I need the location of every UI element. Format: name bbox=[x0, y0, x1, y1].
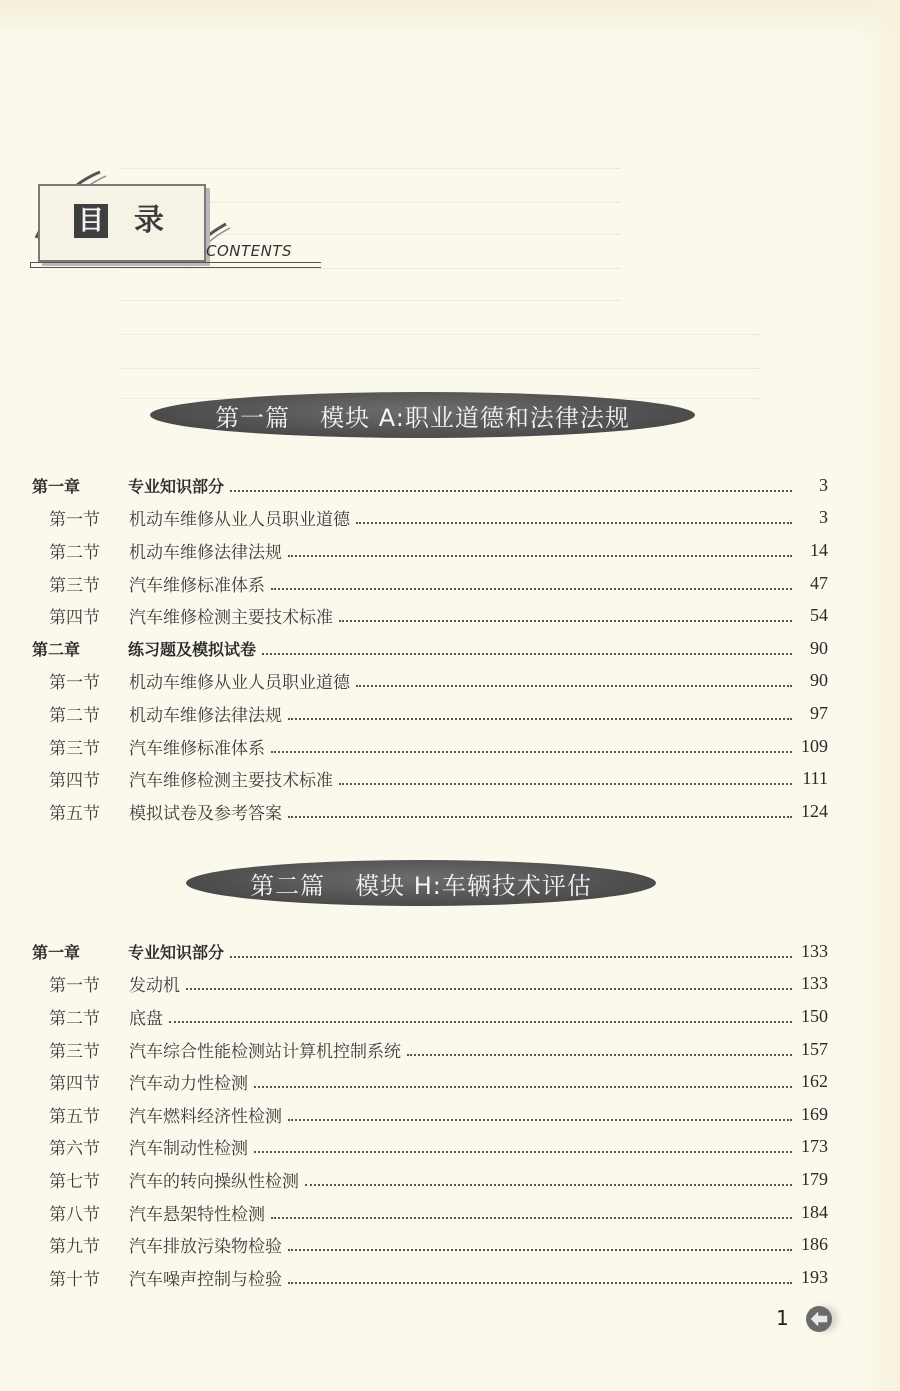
entry-number: 第五节 bbox=[49, 803, 100, 824]
entry-title: 汽车的转向操纵性检测 bbox=[129, 1171, 299, 1192]
dot-leader bbox=[407, 1053, 792, 1056]
part-2-label: 第二篇 bbox=[250, 871, 326, 900]
toc-section-row[interactable] bbox=[32, 665, 828, 698]
entry-number: 第四节 bbox=[49, 1074, 100, 1095]
entry-number: 第一节 bbox=[49, 510, 100, 531]
entry-title: 汽车维修标准体系 bbox=[129, 738, 265, 759]
part-2-banner bbox=[186, 860, 656, 906]
title-char-lu: 录 bbox=[134, 203, 164, 238]
dot-leader bbox=[288, 815, 792, 818]
entry-page: 3 bbox=[819, 507, 828, 528]
entry-title: 模拟试卷及参考答案 bbox=[129, 803, 282, 824]
toc-section-row[interactable] bbox=[32, 1196, 828, 1229]
entry-page: 54 bbox=[810, 605, 828, 626]
toc-section-row[interactable] bbox=[32, 534, 828, 567]
entry-page: 173 bbox=[801, 1136, 828, 1157]
entry-title: 汽车悬架特性检测 bbox=[129, 1204, 265, 1225]
entry-page: 179 bbox=[801, 1168, 828, 1189]
toc-section-row[interactable] bbox=[32, 1228, 828, 1261]
entry-title: 汽车维修标准体系 bbox=[129, 575, 265, 596]
entry-number: 第一节 bbox=[49, 673, 100, 694]
entry-number: 第六节 bbox=[49, 1139, 100, 1160]
entry-title: 汽车综合性能检测站计算机控制系统 bbox=[129, 1041, 401, 1062]
entry-number: 第一章 bbox=[32, 942, 81, 962]
dot-leader bbox=[288, 1248, 792, 1251]
part-1-toc bbox=[32, 469, 828, 828]
entry-title: 汽车噪声控制与检验 bbox=[129, 1269, 282, 1290]
contents-emblem bbox=[30, 178, 330, 278]
toc-section-row[interactable] bbox=[32, 968, 828, 1001]
entry-page: 162 bbox=[801, 1071, 828, 1092]
entry-number: 第三节 bbox=[49, 1041, 100, 1062]
toc-section-row[interactable] bbox=[32, 502, 828, 535]
dot-leader bbox=[254, 1150, 792, 1153]
entry-number: 第二节 bbox=[49, 705, 100, 726]
entry-number: 第二章 bbox=[32, 639, 81, 659]
dot-leader bbox=[288, 1281, 792, 1284]
toc-section-row[interactable] bbox=[32, 730, 828, 763]
entry-page: 111 bbox=[802, 768, 828, 789]
entry-title: 汽车维修检测主要技术标准 bbox=[129, 771, 333, 792]
entry-page: 150 bbox=[801, 1005, 828, 1026]
dot-leader bbox=[169, 1020, 792, 1023]
toc-chapter-row[interactable] bbox=[32, 469, 828, 502]
entry-page: 169 bbox=[801, 1103, 828, 1124]
entry-title: 机动车维修法律法规 bbox=[129, 542, 282, 563]
page-number: 1 bbox=[776, 1306, 789, 1330]
dot-leader bbox=[262, 652, 792, 655]
entry-page: 47 bbox=[810, 572, 828, 593]
entry-number: 第五节 bbox=[49, 1106, 100, 1127]
toc-section-row[interactable] bbox=[32, 1033, 828, 1066]
dot-leader bbox=[230, 955, 792, 958]
dot-leader bbox=[288, 1118, 792, 1121]
entry-title: 汽车制动性检测 bbox=[129, 1139, 248, 1160]
entry-page: 124 bbox=[801, 800, 828, 821]
toc-chapter-row[interactable] bbox=[32, 935, 828, 968]
entry-number: 第十节 bbox=[49, 1269, 100, 1290]
entry-number: 第四节 bbox=[49, 608, 100, 629]
entry-title: 机动车维修从业人员职业道德 bbox=[129, 510, 350, 531]
page-edge-shadow bbox=[0, 0, 900, 40]
dot-leader bbox=[356, 521, 792, 524]
entry-page: 193 bbox=[801, 1266, 828, 1287]
entry-number: 第八节 bbox=[49, 1204, 100, 1225]
dot-leader bbox=[288, 717, 792, 720]
dot-leader bbox=[356, 684, 792, 687]
dot-leader bbox=[339, 619, 792, 622]
part-1-banner bbox=[150, 392, 695, 438]
entry-number: 第四节 bbox=[49, 771, 100, 792]
entry-title: 汽车动力性检测 bbox=[129, 1074, 248, 1095]
toc-section-row[interactable] bbox=[32, 599, 828, 632]
entry-page: 157 bbox=[801, 1038, 828, 1059]
entry-page: 186 bbox=[801, 1234, 828, 1255]
toc-section-row[interactable] bbox=[32, 697, 828, 730]
entry-title: 发动机 bbox=[129, 976, 180, 997]
entry-number: 第二节 bbox=[49, 542, 100, 563]
toc-section-row[interactable] bbox=[32, 795, 828, 828]
entry-title: 练习题及模拟试卷 bbox=[128, 639, 257, 659]
toc-section-row[interactable] bbox=[32, 1098, 828, 1131]
part-1-label: 第一篇 bbox=[215, 403, 291, 432]
part-2-toc bbox=[32, 935, 828, 1294]
entry-title: 机动车维修法律法规 bbox=[129, 705, 282, 726]
part-2-title: 模块 H:车辆技术评估 bbox=[355, 871, 592, 900]
toc-section-row[interactable] bbox=[32, 567, 828, 600]
toc-section-row[interactable] bbox=[32, 1163, 828, 1196]
dot-leader bbox=[271, 750, 792, 753]
dot-leader bbox=[339, 782, 792, 785]
entry-page: 109 bbox=[801, 735, 828, 756]
entry-number: 第三节 bbox=[49, 738, 100, 759]
toc-section-row[interactable] bbox=[32, 1131, 828, 1164]
dot-leader bbox=[254, 1085, 792, 1088]
page-edge-shadow-right bbox=[860, 0, 900, 1391]
entry-number: 第二节 bbox=[49, 1008, 100, 1029]
title-box bbox=[38, 184, 206, 262]
entry-page: 90 bbox=[810, 670, 828, 691]
arrow-left-icon bbox=[806, 1306, 832, 1332]
dot-leader bbox=[186, 987, 792, 990]
entry-title: 机动车维修从业人员职业道德 bbox=[129, 673, 350, 694]
entry-page: 97 bbox=[810, 702, 828, 723]
dot-leader bbox=[288, 554, 792, 557]
entry-page: 184 bbox=[801, 1201, 828, 1222]
entry-page: 3 bbox=[819, 474, 828, 495]
part-1-title: 模块 A:职业道德和法律法规 bbox=[320, 403, 630, 432]
toc-section-row[interactable] bbox=[32, 1000, 828, 1033]
contents-subtitle: CONTENTS bbox=[206, 242, 293, 260]
emblem-underline bbox=[30, 262, 321, 268]
entry-page: 14 bbox=[810, 539, 828, 560]
entry-number: 第七节 bbox=[49, 1171, 100, 1192]
toc-section-row[interactable] bbox=[32, 1261, 828, 1294]
title-char-mu: 目 bbox=[74, 204, 108, 238]
entry-page: 90 bbox=[810, 637, 828, 658]
entry-title: 专业知识部分 bbox=[128, 942, 225, 962]
entry-page: 133 bbox=[801, 973, 828, 994]
entry-number: 第一节 bbox=[49, 976, 100, 997]
toc-chapter-row[interactable] bbox=[32, 632, 828, 665]
entry-title: 底盘 bbox=[129, 1008, 163, 1029]
toc-section-row[interactable] bbox=[32, 1065, 828, 1098]
entry-title: 汽车排放污染物检验 bbox=[129, 1237, 282, 1258]
dot-leader bbox=[271, 1216, 792, 1219]
entry-title: 汽车维修检测主要技术标准 bbox=[129, 608, 333, 629]
dot-leader bbox=[305, 1183, 792, 1186]
entry-title: 汽车燃料经济性检测 bbox=[129, 1106, 282, 1127]
dot-leader bbox=[230, 489, 792, 492]
dot-leader bbox=[271, 587, 792, 590]
entry-page: 133 bbox=[801, 940, 828, 961]
toc-section-row[interactable] bbox=[32, 762, 828, 795]
entry-number: 第三节 bbox=[49, 575, 100, 596]
entry-number: 第一章 bbox=[32, 476, 81, 496]
entry-number: 第九节 bbox=[49, 1237, 100, 1258]
entry-title: 专业知识部分 bbox=[128, 476, 225, 496]
